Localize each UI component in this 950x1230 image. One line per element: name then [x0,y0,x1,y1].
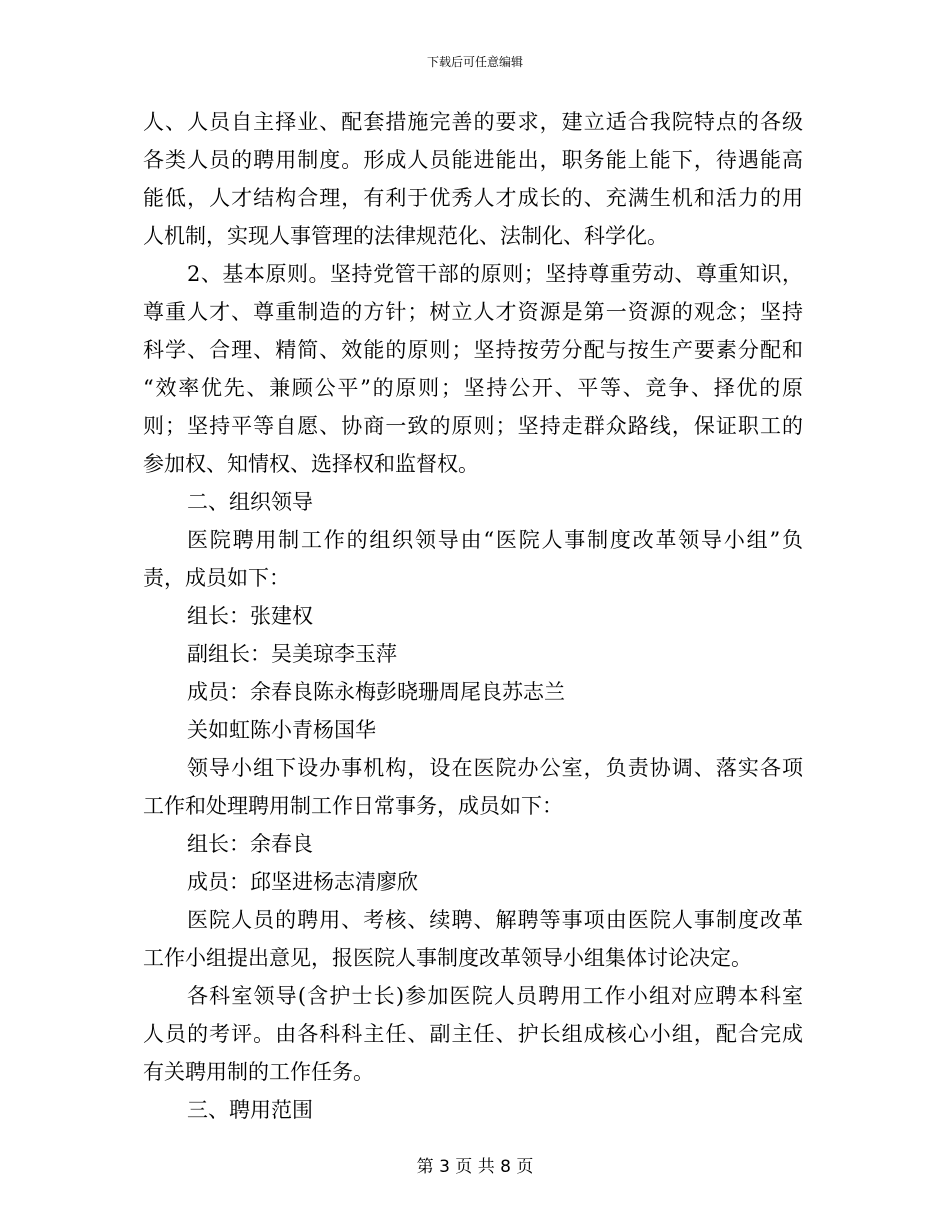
text-line: 副组长：吴美琼李玉萍 [187,642,397,666]
text-line: 人员的考评。由各科科主任、副主任、护长组成核心小组，配合完成 [143,1022,803,1046]
text-line: 成员：邱坚进杨志清廖欣 [187,870,418,894]
text-line: 组长：余春良 [187,832,313,856]
text-line: 工作小组提出意见，报医院人事制度改革领导小组集体讨论决定。 [143,946,752,970]
deputy-leader-line [143,636,803,673]
text-line: 有关聘用制的工作任务。 [143,1060,374,1084]
text-line: “效率优先、兼顾公平”的原则；坚持公开、平等、竞争、择优的原 [143,376,803,400]
text-line: 科学、合理、精简、效能的原则；坚持按劳分配与按生产要素分配和 [143,338,803,362]
page-footer [0,1156,950,1178]
page-header [0,54,950,70]
text-line: 各类人员的聘用制度。形成人员能进能出，职务能上能下，待遇能高 [143,148,803,172]
paragraph-11 [143,902,803,977]
text-line: 人、人员自主择业、配套措施完善的要求，建立适合我院特点的各级 [143,110,803,134]
text-line: 责，成员如下： [143,566,290,590]
paragraph-8 [143,750,803,825]
text-line: 尊重人才、尊重制造的方针；树立人才资源是第一资源的观念；坚持 [143,300,803,324]
text-line: 领导小组下设办事机构，设在医院办公室，负责协调、落实各项 [187,756,803,780]
text-line: 关如虹陈小青杨国华 [187,718,376,742]
leader-line [143,598,803,635]
text-line: 二、组织领导 [187,490,313,514]
text-line: 则；坚持平等自愿、协商一致的原则；坚持走群众路线，保证职工的 [143,414,803,438]
paragraph-1 [143,256,803,483]
text-line: 工作和处理聘用制工作日常事务，成员如下： [143,794,563,818]
office-members-line [143,864,803,901]
text-line: 人机制，实现人事管理的法律规范化、法制化、科学化。 [143,224,668,248]
text-line: 成员：余春良陈永梅彭晓珊周尾良苏志兰 [187,680,565,704]
members-line [143,674,803,711]
paragraph-3 [143,522,803,597]
header-text: 下载后可任意编辑 [426,55,523,69]
page-number: 第 3 页 共 8 页 [416,1157,534,1177]
text-line: 能低，人才结构合理，有利于优秀人才成长的、充满生机和活力的用 [143,186,803,210]
office-leader-line [143,826,803,863]
text-line: 参加权、知情权、选择权和监督权。 [143,452,479,476]
text-line: 2、基本原则。坚持党管干部的原则；坚持尊重劳动、尊重知识， [187,262,803,286]
members-continued-line [143,712,803,749]
text-line: 三、聘用范围 [187,1098,313,1122]
text-line: 组长：张建权 [187,604,313,628]
paragraph-0 [143,104,803,255]
section-heading-organization [143,484,803,521]
text-line: 医院聘用制工作的组织领导由“医院人事制度改革领导小组”负 [187,528,803,552]
document-body [143,104,803,1130]
section-heading-scope [143,1092,803,1129]
text-line: 各科室领导(含护士长)参加医院人员聘用工作小组对应聘本科室 [187,984,803,1008]
paragraph-12 [143,978,803,1091]
text-line: 医院人员的聘用、考核、续聘、解聘等事项由医院人事制度改革 [187,908,803,932]
